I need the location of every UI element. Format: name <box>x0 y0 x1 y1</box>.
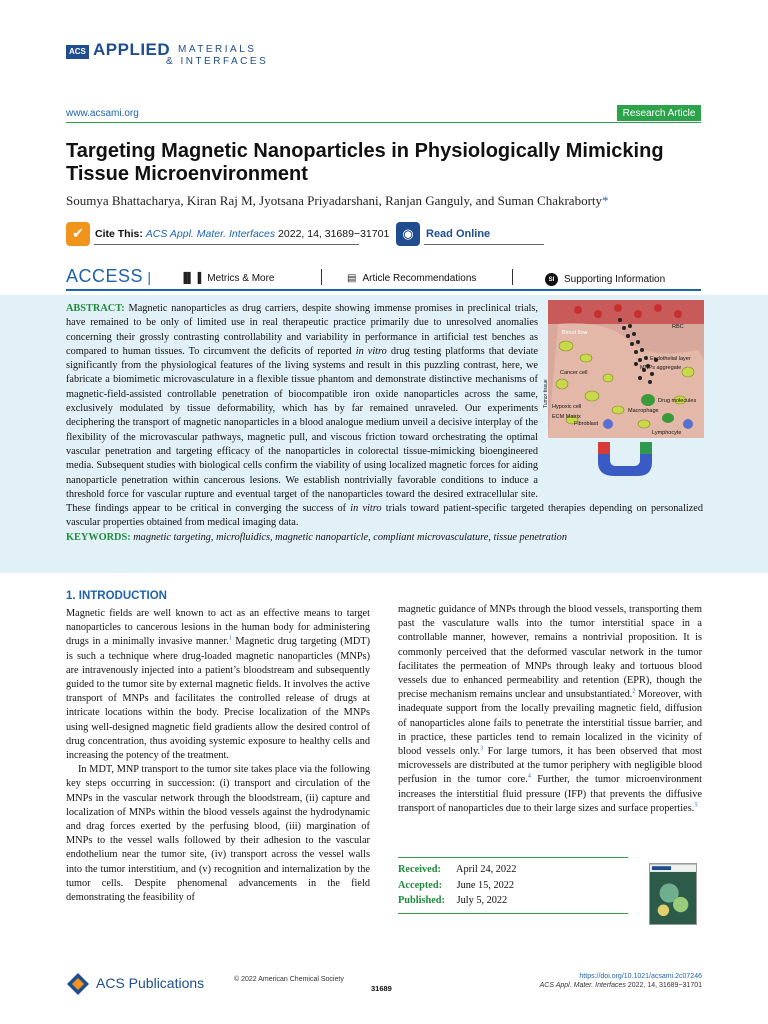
abstract-italic-2: in vitro <box>350 503 382 515</box>
document-icon: ▤ <box>347 273 357 284</box>
reference-link[interactable]: 1 <box>228 635 232 642</box>
abstract-text-1: Magnetic nanoparticles as drug carriers, despite showing immense promises in preclinical trials, have remained to be only of limited use in real therapeutic practice primarily due to unresolved anomalies concerning their grossly contrasting controllability and variability in performance in artificial test benches as compared to human tissues. To circumvent the deficits of reported <box>66 303 538 357</box>
acs-publications-logo <box>66 972 90 996</box>
journal-url-link[interactable]: www.acsami.org <box>66 108 139 119</box>
fig-label-rbc: RBC <box>672 324 684 330</box>
footer-doi <box>520 972 702 990</box>
cite-this[interactable] <box>95 228 389 240</box>
keywords-text: magnetic targeting, microfluidics, magnetic nanoparticle, compliant microvasculature, tissue penetration <box>133 531 567 543</box>
reference-link[interactable]: 3 <box>480 745 484 752</box>
intro-paragraph: In MDT, MNP transport to the tumor site takes place via the following key steps occurring in succession: (i) transport and circulation of the MNPs in the vascular network through the bloodstream, (ii) capture and localization of MNPs within the blood vessels against the hydrodynamic and drag forces exerted by the perfusing blood, (iii) margination of MNPs to the vessel walls followed by their adhesion to the vascular endothelium near the tumor site, (iv) transport across the vessel walls into the tumor interstitium, and (v) recognition and internalization by the tumor cells. Despite phenomenal advancements in the field demonstrating the feasibility of <box>66 764 370 904</box>
published-label: Published: <box>398 895 445 906</box>
intro-left-column <box>66 607 370 905</box>
fig-label-lymphocyte: Lymphocyte <box>652 430 682 436</box>
fig-label-fibroblast: Fibroblast <box>574 421 599 427</box>
fig-label-endothelial: Endothelial layer <box>650 356 691 362</box>
reference-link[interactable]: 4 <box>527 774 531 781</box>
received-label: Received: <box>398 864 441 875</box>
cite-label: Cite This: <box>95 228 143 240</box>
journal-logo-interfaces: & INTERFACES <box>166 56 269 67</box>
article-title: Targeting Magnetic Nanoparticles in Physiologically Mimicking Tissue Microenvironment <box>66 140 664 185</box>
doi-link[interactable]: https://doi.org/10.1021/acsami.2c07246 <box>579 973 702 980</box>
supporting-info-tab[interactable]: SI Supporting Information <box>545 273 665 286</box>
reference-link[interactable]: 2 <box>632 688 636 695</box>
fig-label-hypoxic: Hypoxic cell <box>552 404 582 410</box>
bar-chart-icon: ▐▌▐ <box>180 273 202 284</box>
author-list <box>66 193 716 209</box>
footer-citation: ACS Appl. Mater. Interfaces 2022, 14, 31689−31701 <box>539 982 702 989</box>
authors-text: Soumya Bhattacharya, Kiran Raj M, Jyotsana Priyadarshani, Ranjan Ganguly, and Suman Chakraborty <box>66 193 603 208</box>
published-date: July 5, 2022 <box>456 895 508 906</box>
abstract-label: ABSTRACT: <box>66 303 125 314</box>
fig-label-tumor: Tumor tissue <box>543 379 549 408</box>
fig-label-drug: Drug molecules <box>658 398 697 404</box>
corresponding-author-mark[interactable]: * <box>602 193 609 208</box>
supporting-info-icon: SI <box>545 273 558 286</box>
accepted-date: June 15, 2022 <box>456 879 515 891</box>
metrics-tab[interactable]: ▐▌▐ Metrics & More <box>180 273 275 284</box>
cite-underline <box>94 244 359 245</box>
cite-icon[interactable]: ✔ <box>66 222 90 246</box>
page-number: 31689 <box>371 984 392 993</box>
access-divider <box>66 289 701 291</box>
reference-link[interactable]: 5 <box>694 802 698 809</box>
journal-logo-applied: APPLIED <box>93 40 171 59</box>
abstract-text-3: trials toward patient-specific targeted therapies depending on personalized vascular properties obtained from medical imaging data. <box>66 503 703 529</box>
publication-dates <box>398 862 628 909</box>
dates-divider-top <box>398 857 628 858</box>
access-label: ACCESS | <box>66 266 152 286</box>
journal-logo-materials: MATERIALS <box>178 44 257 55</box>
fig-label-ecm: ECM Matrix <box>552 414 581 420</box>
toc-graphic <box>543 300 704 476</box>
abstract-italic-1: in vitro <box>355 345 387 357</box>
keywords-label: KEYWORDS: <box>66 531 131 543</box>
fig-label-macrophage: Macrophage <box>628 408 659 414</box>
fig-label-mnps: MNPs aggregate <box>640 365 682 371</box>
fig-label-cancer: Cancer cell <box>560 370 588 376</box>
article-type-badge: Research Article <box>617 105 701 121</box>
publisher-name: ACS Publications <box>96 975 205 991</box>
accepted-label: Accepted: <box>398 879 443 891</box>
header-divider <box>66 122 701 123</box>
section-heading-introduction: 1. INTRODUCTION <box>66 590 167 602</box>
cite-journal: ACS Appl. Mater. Interfaces <box>145 228 276 240</box>
read-online-link[interactable]: Read Online <box>426 228 491 240</box>
recommendations-tab[interactable]: ▤ Article Recommendations <box>347 273 477 284</box>
dates-divider-bottom <box>398 913 628 914</box>
fig-label-blood-flow: Blood flow <box>562 330 588 336</box>
cite-details: 2022, 14, 31689−31701 <box>278 228 390 240</box>
globe-icon[interactable]: ◉ <box>396 222 420 246</box>
abstract-text-2: drug testing platforms that deviate significantly from the physiological features of the living systems and result in this puzzling contrast, here, we fabricate a biomimetic microvasculature in a flexible tissue phantom and demonstrate distinctive mechanisms of magnetic-field-assisted controllable penetration of biocompatible iron oxide nanoparticles across the same, exclusively modulated by tissue deformability, which has by far remained unraveled. Our experiments deciphering the transport of magnetic nanoparticles in a blood analogue medium unveil a decisive interplay of the flexibility of the microvascular pathways, magnetic pull, and viscous friction toward orchestrating the optimal vascular penetration and targeting efficacy of the nanoparticles in colorectal tissue-mimicking bioengineered media. Subsequent studies with biological cells confirm the viability of using localized magnetic forces for aiding nanoparticle penetration within cancerous lesions. We establish nontrivially favorable conditions to induce a threshold force for vascular rupture and eventual target of the nanoparticles toward the desired extracellular site. These findings appear to be critical in converging the success of <box>66 345 538 515</box>
read-online-underline <box>424 244 544 245</box>
journal-cover-thumbnail[interactable] <box>649 863 697 925</box>
intro-right-column <box>398 603 702 816</box>
journal-logo-acs: ACS <box>66 45 89 59</box>
copyright: © 2022 American Chemical Society <box>234 976 344 983</box>
intro-paragraph: Magnetic fields are well known to act as an effective means to target nanoparticles to cancerous lesions in the human body for administering drugs in a minimally invasive manner.$^1$ Magnetic drug targeting (MDT) is such a technique where drug-loaded magnetic nanoparticles (MNPs) are intravenously injected into a patient’s bloodstream and subsequently guided to the tumor site by external magnetic fields. It involves the active transport of MNPs and facilitates the controlled release of drugs at intricate locations within the body. Precise localization of the MNPs using well-designed magnetic field gradients allow the desired control of drug concentration, thus avoiding systemic exposure to healthy cells and increasing the potency of the treatment. <box>66 608 370 762</box>
tab-separator <box>321 269 322 285</box>
intro-paragraph: magnetic guidance of MNPs through the blood vessels, transporting them past the vasculature walls into the tumor interstitial space in a controllable manner, however, remains a nontrivial proposition. It is commonly perceived that the deformed vascular network in the tumor facilitates the permeation of MNPs through leaky and tortuous blood vessels due to enhanced permeability and retention (EPR), though the precise mechanism remains unclear and unsubstantiated.$^2$ Moreover, with inadequate support from the locally prevailing magnetic field, diffusion of nanoparticles alone fails to penetrate the interstitial tissue barrier, and in practice, these particles tend to remain localized in the vicinity of blood vessels only.$^3$ For large tumors, it has been observed that most microvessels are distributed at the tumor periphery with negligible blood perfusion in the tumor core.$^4$ Further, the tumor microenvironment increases the interstitial fluid pressure (IFP) that prevents the diffusive transport of nanoparticles due to their large sizes and surface properties.$^5$ <box>398 604 702 814</box>
received-date: April 24, 2022 <box>456 864 517 875</box>
tab-separator <box>512 269 513 285</box>
